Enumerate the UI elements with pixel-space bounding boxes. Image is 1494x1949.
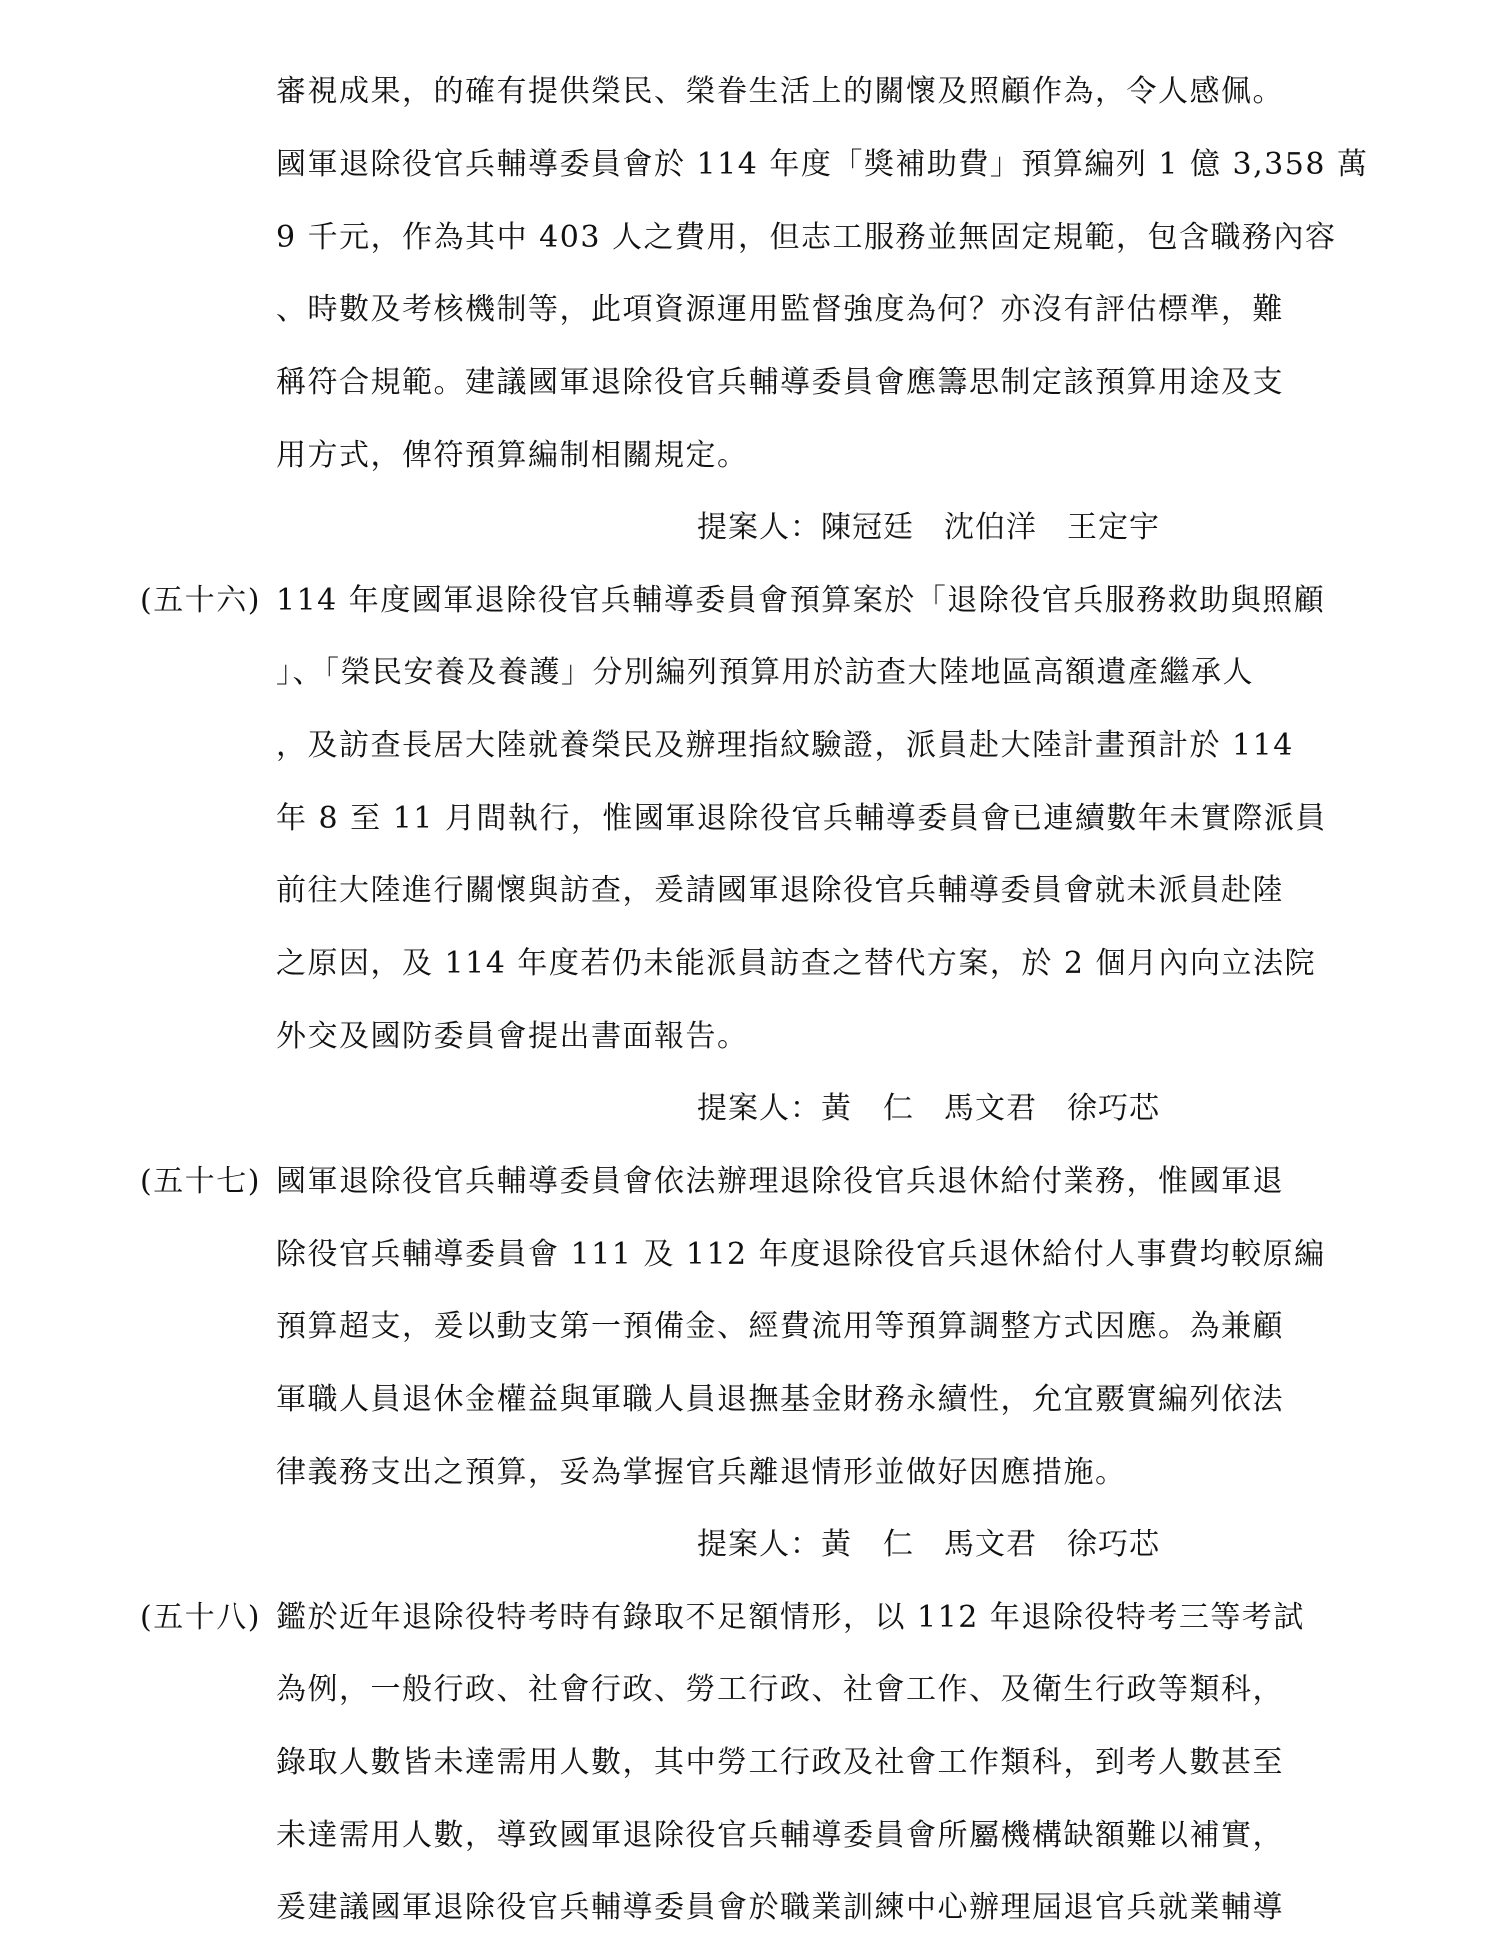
paragraph-line: 軍職人員退休金權益與軍職人員退撫基金財務永續性，允宜覈實編列依法 bbox=[276, 1382, 1284, 1417]
paragraph-line: 未達需用人數，導致國軍退除役官兵輔導委員會所屬機構缺額難以補實， bbox=[276, 1818, 1284, 1853]
paragraph-line: 律義務支出之預算，妥為掌握官兵離退情形並做好因應措施。 bbox=[276, 1455, 1127, 1490]
paragraph-line: 錄取人數皆未達需用人數，其中勞工行政及社會工作類科，到考人數甚至 bbox=[276, 1745, 1284, 1780]
proposer-name: 王定宇 bbox=[1067, 510, 1160, 545]
proposer-name: 黃 仁 bbox=[821, 1527, 914, 1562]
paragraph-line: 9 千元，作為其中 403 人之費用，但志工服務並無固定規範，包含職務內容 bbox=[276, 220, 1337, 255]
proposer-line bbox=[697, 508, 1160, 548]
paragraph-line: 除役官兵輔導委員會 111 及 112 年度退除役官兵退休給付人事費均較原編 bbox=[276, 1237, 1326, 1272]
proposer-line bbox=[697, 1525, 1160, 1565]
paragraph-line: 為例，一般行政、社會行政、勞工行政、社會工作、及衛生行政等類科， bbox=[276, 1672, 1284, 1707]
item-number: (五十六) bbox=[140, 583, 261, 618]
paragraph-line: 外交及國防委員會提出書面報告。 bbox=[276, 1019, 749, 1054]
proposer-line bbox=[697, 1089, 1160, 1129]
proposer-label: 提案人： bbox=[697, 1527, 821, 1562]
paragraph-line: 114 年度國軍退除役官兵輔導委員會預算案於「退除役官兵服務救助與照顧 bbox=[276, 583, 1326, 618]
paragraph-line: 爰建議國軍退除役官兵輔導委員會於職業訓練中心辦理屆退官兵就業輔導 bbox=[276, 1890, 1284, 1925]
proposer-name: 徐巧芯 bbox=[1067, 1091, 1160, 1126]
proposer-name: 馬文君 bbox=[944, 1091, 1037, 1126]
paragraph-line: 審視成果，的確有提供榮民、榮眷生活上的關懷及照顧作為，令人感佩。 bbox=[276, 74, 1284, 109]
paragraph-line: 」、「榮民安養及養護」分別編列預算用於訪查大陸地區高額遺產繼承人 bbox=[276, 655, 1254, 690]
paragraph-line: 用方式，俾符預算編制相關規定。 bbox=[276, 438, 749, 473]
paragraph-line: 預算超支，爰以動支第一預備金、經費流用等預算調整方式因應。為兼顧 bbox=[276, 1309, 1284, 1344]
proposer-label: 提案人： bbox=[697, 1091, 821, 1126]
proposer-name: 馬文君 bbox=[944, 1527, 1037, 1562]
paragraph-line: 稱符合規範。建議國軍退除役官兵輔導委員會應籌思制定該預算用途及支 bbox=[276, 365, 1284, 400]
paragraph-line: 國軍退除役官兵輔導委員會依法辦理退除役官兵退休給付業務，惟國軍退 bbox=[276, 1164, 1284, 1199]
paragraph-line: 鑑於近年退除役特考時有錄取不足額情形，以 112 年退除役特考三等考試 bbox=[276, 1600, 1305, 1635]
proposer-name: 沈伯洋 bbox=[944, 510, 1037, 545]
proposer-name: 徐巧芯 bbox=[1067, 1527, 1160, 1562]
item-number: (五十八) bbox=[140, 1600, 261, 1635]
proposer-name: 黃 仁 bbox=[821, 1091, 914, 1126]
item-number: (五十七) bbox=[140, 1164, 261, 1199]
paragraph-line: 、時數及考核機制等，此項資源運用監督強度為何？亦沒有評估標準，難 bbox=[276, 292, 1284, 327]
proposer-label: 提案人： bbox=[697, 510, 821, 545]
paragraph-line: 年 8 至 11 月間執行，惟國軍退除役官兵輔導委員會已連續數年未實際派員 bbox=[276, 801, 1327, 836]
paragraph-line: 前往大陸進行關懷與訪查，爰請國軍退除役官兵輔導委員會就未派員赴陸 bbox=[276, 873, 1284, 908]
paragraph-line: 之原因，及 114 年度若仍未能派員訪查之替代方案，於 2 個月內向立法院 bbox=[276, 946, 1316, 981]
proposer-name: 陳冠廷 bbox=[821, 510, 914, 545]
paragraph-line: 國軍退除役官兵輔導委員會於 114 年度「獎補助費」預算編列 1 億 3,358 萬 bbox=[276, 147, 1369, 182]
paragraph-line: ，及訪查長居大陸就養榮民及辦理指紋驗證，派員赴大陸計畫預計於 114 bbox=[276, 728, 1294, 763]
